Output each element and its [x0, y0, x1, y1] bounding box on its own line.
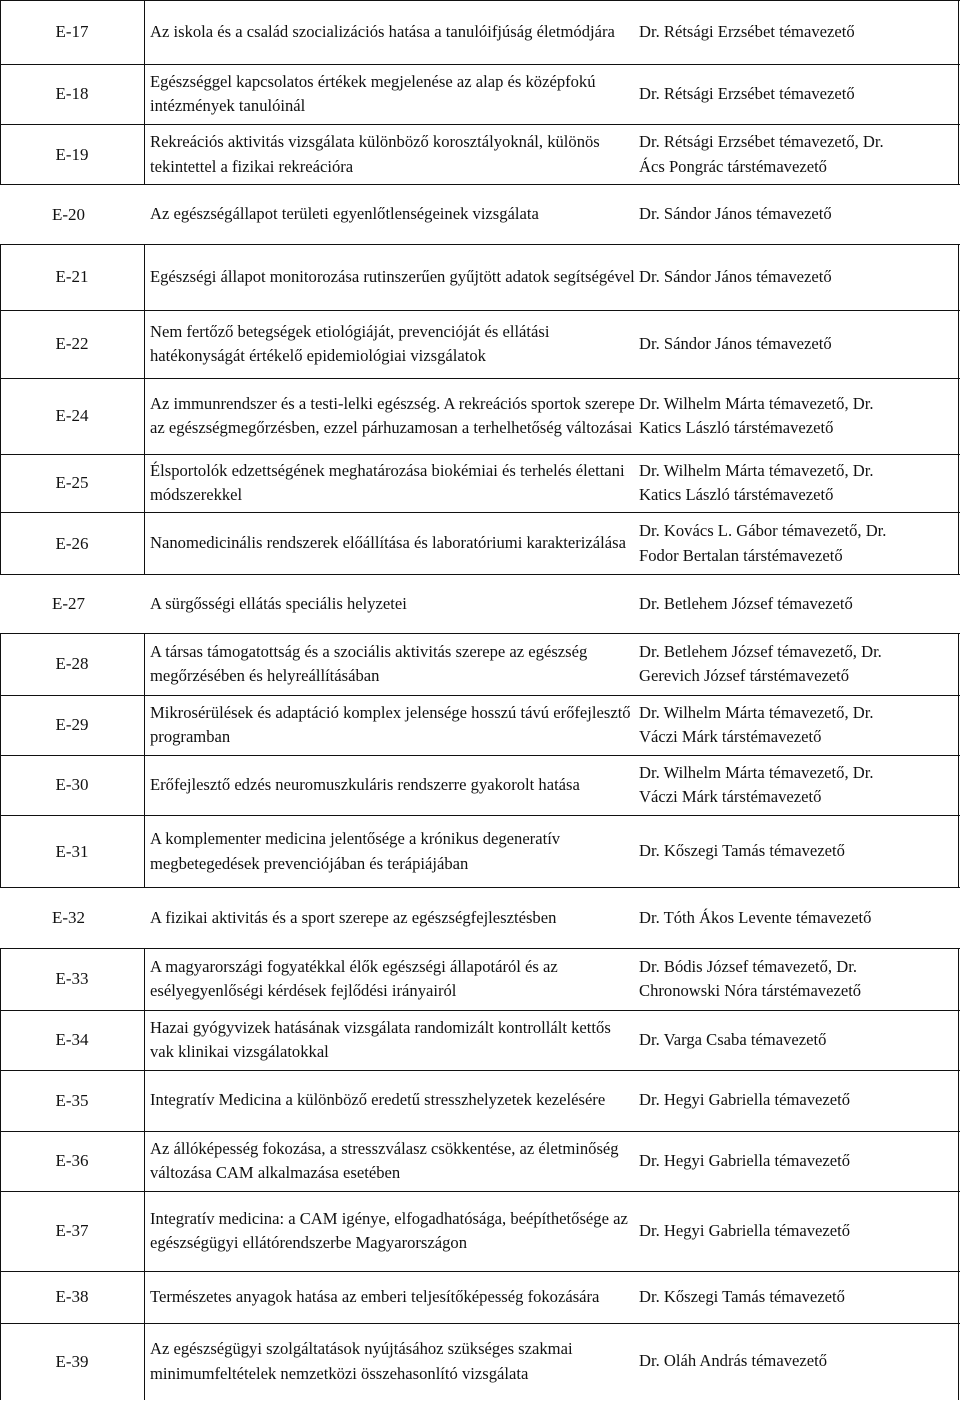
topic-supervisor: Dr. Betlehem József témavezető [639, 593, 853, 613]
topic-supervisor: Dr. Bódis József témavezető, Dr. Chronowski Nóra társtémavezető [639, 956, 862, 1000]
table-row [0, 575, 960, 633]
table-row [0, 244, 960, 310]
topic-title: Nem fertőző betegségek etiológiáját, prevencióját és ellátási hatékonyságát értékelő epidemiológiai vizsgálatok [150, 321, 550, 365]
topic-code: E-37 [55, 1221, 89, 1240]
table-row [0, 1070, 960, 1131]
topic-code: E-32 [52, 908, 86, 927]
topic-title: Az iskola és a család szocializációs hatása a tanulóifjúság életmódjára [150, 21, 615, 41]
topic-code: E-20 [52, 204, 86, 224]
table-row [0, 815, 960, 888]
topic-supervisor: Dr. Hegyi Gabriella témavezető [639, 1090, 851, 1110]
topic-code: E-21 [55, 267, 89, 286]
topic-block-4 [0, 948, 960, 1400]
topic-code: E-17 [55, 22, 89, 41]
topic-code: E-34 [55, 1030, 89, 1049]
topic-title: Egészségi állapot monitorozása rutinszerűen gyűjtött adatok segítségével [150, 266, 635, 286]
topic-supervisor: Dr. Kovács L. Gábor témavezető, Dr. Fodor Bertalan társtémavezető [639, 521, 887, 565]
topic-code: E-19 [55, 144, 89, 164]
table-row [0, 185, 960, 244]
topic-code: E-38 [55, 1287, 89, 1306]
topic-supervisor: Dr. Hegyi Gabriella témavezető [639, 1150, 851, 1170]
topic-title: Erőfejlesztő edzés neuromuszkuláris rendszerre gyakorolt hatása [150, 774, 580, 794]
topic-supervisor: Dr. Oláh András témavezető [639, 1351, 827, 1371]
table-row [0, 378, 960, 454]
topic-title: Egészséggel kapcsolatos értékek megjelenése az alap és középfokú intézmények tanulóinál [150, 71, 596, 115]
topic-title: Integratív Medicina a különböző eredetű stresszhelyzetek kezelésére [150, 1090, 606, 1110]
topic-code: E-28 [55, 654, 89, 673]
table-row [0, 1191, 960, 1271]
topic-supervisor: Dr. Wilhelm Márta témavezető, Dr. Váczi Márk társtémavezető [639, 762, 874, 806]
topic-supervisor: Dr. Rétsági Erzsébet témavezető [639, 21, 855, 41]
topic-title: Élsportolók edzettségének meghatározása biokémiai és terhelés élettani módszerekkel [150, 460, 625, 504]
topic-code: E-25 [55, 473, 89, 492]
topic-supervisor: Dr. Wilhelm Márta témavezető, Dr. Katics László társtémavezető [639, 460, 874, 504]
topic-code: E-39 [55, 1351, 89, 1371]
topic-block-3 [0, 633, 960, 888]
topic-supervisor: Dr. Sándor János témavezető [639, 266, 832, 286]
topic-supervisor: Dr. Kőszegi Tamás témavezető [639, 1286, 845, 1306]
topic-supervisor: Dr. Varga Csaba témavezető [639, 1029, 827, 1049]
topic-supervisor: Dr. Betlehem József témavezető, Dr. Gerevich József társtémavezető [639, 641, 882, 685]
topic-title: A komplementer medicina jelentősége a krónikus degeneratív megbetegedések prevenciójában és terápiájában [150, 829, 561, 873]
topic-title: Természetes anyagok hatása az emberi teljesítőképesség fokozására [150, 1286, 600, 1306]
topic-code: E-31 [55, 841, 89, 861]
table-row [0, 310, 960, 378]
table-row [0, 124, 960, 185]
table-row [0, 1271, 960, 1323]
topic-code: E-22 [55, 334, 89, 353]
topic-code: E-18 [55, 84, 89, 103]
topic-supervisor: Dr. Wilhelm Márta témavezető, Dr. Váczi Márk társtémavezető [639, 702, 874, 746]
group-row-e27 [0, 575, 960, 633]
table-row [0, 888, 960, 948]
table-row [0, 948, 960, 1010]
topic-supervisor: Dr. Wilhelm Márta témavezető, Dr. Katics László társtémavezető [639, 393, 874, 437]
topic-supervisor: Dr. Rétsági Erzsébet témavezető [639, 83, 855, 103]
topic-title: A társas támogatottság és a szociális aktivitás szerepe az egészség megőrzésében és helyreállításában [150, 641, 588, 685]
table-row [0, 64, 960, 124]
topic-supervisor: Dr. Sándor János témavezető [639, 333, 832, 353]
topic-supervisor: Dr. Tóth Ákos Levente témavezető [639, 907, 872, 927]
topic-title: Az egészségügyi szolgáltatások nyújtásához szükséges szakmai minimumfeltételek nemzetközi összehasonlító vizsgálata [150, 1339, 573, 1383]
topic-supervisor: Dr. Hegyi Gabriella témavezető [639, 1220, 851, 1240]
topic-supervisor: Dr. Kőszegi Tamás témavezető [639, 841, 845, 861]
table-row [0, 0, 960, 64]
topic-supervisor: Dr. Sándor János témavezető [639, 204, 832, 224]
group-row-e32 [0, 888, 960, 948]
table-row [0, 1323, 960, 1400]
topic-supervisor: Dr. Rétsági Erzsébet témavezető, Dr. Ács Pongrác társtémavezető [639, 132, 884, 176]
topic-title: Az állóképesség fokozása, a stresszválasz csökkentése, az életminőség változása CAM alkalmazása esetében [150, 1138, 619, 1182]
table-row [0, 755, 960, 815]
topic-code: E-30 [55, 775, 89, 794]
topic-code: E-26 [55, 533, 89, 553]
table-row [0, 633, 960, 695]
topic-code: E-33 [55, 969, 89, 988]
topic-title: Az egészségállapot területi egyenlőtlenségeinek vizsgálata [150, 204, 539, 224]
topic-title: Mikrosérülések és adaptáció komplex jelensége hosszú távú erőfejlesztő programban [150, 702, 631, 746]
topic-title: A magyarországi fogyatékkal élők egészségi állapotáról és az esélyegyenlőségi kérdések fejlődési irányairól [150, 956, 558, 1000]
topic-block-1 [0, 0, 960, 185]
table-row [0, 1010, 960, 1070]
topic-title: Integratív medicina: a CAM igénye, elfogadhatósága, beépíthetősége az egészségügyi ellátórendszerbe Magyarországon [150, 1208, 628, 1252]
topic-code: E-29 [55, 715, 89, 734]
topic-title: A sürgősségi ellátás speciális helyzetei [150, 593, 407, 613]
topic-title: A fizikai aktivitás és a sport szerepe az egészségfejlesztésben [150, 907, 557, 927]
topic-title: Az immunrendszer és a testi-lelki egészség. A rekreációs sportok szerepe az egészségmegőrzésben, ezzel párhuzamosan a terhelhetőség változásai [150, 393, 635, 437]
topic-block-2 [0, 244, 960, 575]
topic-code: E-24 [55, 406, 89, 425]
topic-code: E-35 [55, 1090, 89, 1110]
topic-title: Hazai gyógyvizek hatásának vizsgálata randomizált kontrollált kettős vak klinikai vizsgálatokkal [150, 1017, 611, 1061]
topic-title: Nanomedicinális rendszerek előállítása és laboratóriumi karakterizálása [150, 533, 626, 553]
table-row [0, 695, 960, 755]
group-row-e20 [0, 185, 960, 244]
table-row [0, 1131, 960, 1191]
table-row [0, 512, 960, 575]
topic-code: E-36 [55, 1151, 89, 1170]
topic-code: E-27 [52, 594, 86, 613]
table-row [0, 454, 960, 512]
topic-title: Rekreációs aktivitás vizsgálata különböző korosztályoknál, különös tekintettel a fizikai rekreációra [150, 132, 600, 176]
